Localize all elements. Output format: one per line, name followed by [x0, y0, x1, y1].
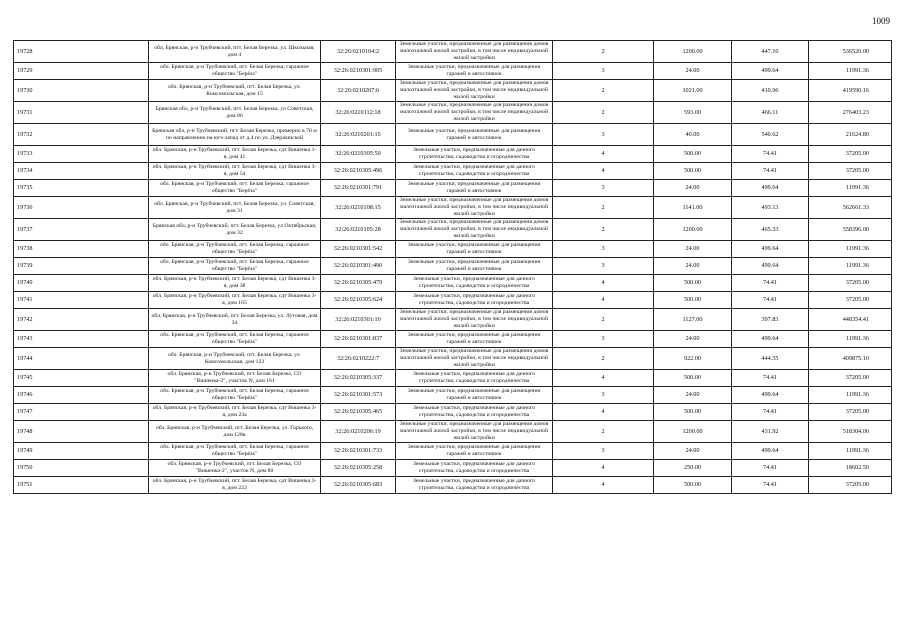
use-group-cell: 4 — [553, 477, 654, 494]
row-number-cell: 19736 — [14, 197, 149, 219]
cadastral-value-cell: 18602.50 — [809, 460, 892, 477]
land-use-cell: Земельные участки, предназначенные для размещения гаражей и автостоянок — [396, 124, 553, 146]
row-number-cell: 19748 — [14, 421, 149, 443]
cadastral-value-cell: 11991.36 — [809, 63, 892, 80]
area-cell: 24.00 — [654, 387, 732, 404]
cadastral-number-cell: 32:26:0210105:28 — [321, 219, 396, 241]
address-cell: обл. Брянская, р-н Трубчевский, пгт. Белая Березка, гаражное общество "Берёза" — [149, 258, 321, 275]
table-row — [14, 197, 892, 219]
address-cell: обл. Брянская, р-н Трубчевский, пгт. Белая Березка, СО "Вишенка-2", участок N, дом 161 — [149, 370, 321, 387]
cadastral-number-cell: 32:26:0210201:15 — [321, 124, 396, 146]
address-cell: обл. Брянская, р-н Трубчевский, пгт. Белая Березка, гаражное общество "Берёза" — [149, 63, 321, 80]
row-number-cell: 19741 — [14, 292, 149, 309]
cadastral-number-cell: 32:26:0210305:50 — [321, 146, 396, 163]
land-use-cell: Земельные участки, предназначенные для размещения домов малоэтажной жилой застройки, в том числе индивидуальной жилой застройки — [396, 219, 553, 241]
cadastral-value-cell: 11991.36 — [809, 258, 892, 275]
land-use-cell: Земельные участки, предназначенные для размещения домов малоэтажной жилой застройки, в том числе индивидуальной жилой застройки — [396, 102, 553, 124]
land-registry-table — [13, 40, 892, 494]
specific-value-cell: 499.64 — [732, 331, 809, 348]
cadastral-number-cell: 32:26:0210206:19 — [321, 421, 396, 443]
cadastral-value-cell: 409875.10 — [809, 348, 892, 370]
address-cell: Брянская обл, р-н Трубчевский, пгт. Белая Березка, ул Советская, дом 86 — [149, 102, 321, 124]
table-row — [14, 163, 892, 180]
use-group-cell: 4 — [553, 370, 654, 387]
row-number-cell: 19747 — [14, 404, 149, 421]
cadastral-number-cell: 32:26:0210305:337 — [321, 370, 396, 387]
address-cell: обл. Брянская, р-н Трубчевский, пгт. Белая Березка, сдт Вишенка 3-я, дом 23а — [149, 404, 321, 421]
cadastral-number-cell: 32:26:0210301:837 — [321, 331, 396, 348]
cadastral-value-cell: 11991.36 — [809, 241, 892, 258]
row-number-cell: 19731 — [14, 102, 149, 124]
address-cell: обл. Брянская, р-н Трубчевский, пгт. Белая Березка, сдт Вишенка 3-я, дом 222 — [149, 477, 321, 494]
area-cell: 593.00 — [654, 102, 732, 124]
cadastral-number-cell: 32:26:0210112:18 — [321, 102, 396, 124]
land-use-cell: Земельные участки, предназначенные для размещения домов малоэтажной жилой застройки, в том числе индивидуальной жилой застройки — [396, 41, 553, 63]
land-use-cell: Земельные участки, предназначенные для размещения домов малоэтажной жилой застройки, в том числе индивидуальной жилой застройки — [396, 80, 553, 102]
use-group-cell: 2 — [553, 421, 654, 443]
table-row — [14, 102, 892, 124]
specific-value-cell: 74.41 — [732, 370, 809, 387]
specific-value-cell: 499.64 — [732, 258, 809, 275]
use-group-cell: 3 — [553, 241, 654, 258]
table-row — [14, 331, 892, 348]
table-row — [14, 80, 892, 102]
address-cell: обл. Брянская, р-н Трубчевский, пгт. Белая Березка, ул. Лутовая, дом 34 — [149, 309, 321, 331]
specific-value-cell: 447.10 — [732, 41, 809, 63]
land-use-cell: Земельные участки, предназначенные для дачного строительства, садоводства и огородничества — [396, 477, 553, 494]
area-cell: 1200.00 — [654, 421, 732, 443]
land-use-cell: Земельные участки, предназначенные для дачного строительства, садоводства и огородничества — [396, 275, 553, 292]
use-group-cell: 4 — [553, 292, 654, 309]
use-group-cell: 4 — [553, 460, 654, 477]
area-cell: 24.00 — [654, 63, 732, 80]
specific-value-cell: 444.55 — [732, 348, 809, 370]
cadastral-number-cell: 32:26:0210301:905 — [321, 63, 396, 80]
use-group-cell: 4 — [553, 146, 654, 163]
use-group-cell: 2 — [553, 309, 654, 331]
cadastral-value-cell: 37205.00 — [809, 292, 892, 309]
use-group-cell: 4 — [553, 275, 654, 292]
land-use-cell: Земельные участки, предназначенные для размещения домов малоэтажной жилой застройки, в том числе индивидуальной жилой застройки — [396, 348, 553, 370]
land-use-cell: Земельные участки, предназначенные для дачного строительства, садоводства и огородничества — [396, 460, 553, 477]
use-group-cell: 2 — [553, 41, 654, 63]
specific-value-cell: 499.64 — [732, 387, 809, 404]
cadastral-number-cell: 32:26:0210305:683 — [321, 477, 396, 494]
table-row — [14, 348, 892, 370]
land-use-cell: Земельные участки, предназначенные для размещения гаражей и автостоянок — [396, 331, 553, 348]
row-number-cell: 19746 — [14, 387, 149, 404]
area-cell: 1127.00 — [654, 309, 732, 331]
land-use-cell: Земельные участки, предназначенные для размещения домов малоэтажной жилой застройки, в том числе индивидуальной жилой застройки — [396, 309, 553, 331]
row-number-cell: 19735 — [14, 180, 149, 197]
row-number-cell: 19730 — [14, 80, 149, 102]
address-cell: обл. Брянская, р-н Трубчевский, пгт. Белая Березка, ул. Комсомольская, дом 15 — [149, 80, 321, 102]
cadastral-value-cell: 37205.00 — [809, 477, 892, 494]
row-number-cell: 19749 — [14, 443, 149, 460]
row-number-cell: 19745 — [14, 370, 149, 387]
use-group-cell: 2 — [553, 102, 654, 124]
row-number-cell: 19740 — [14, 275, 149, 292]
address-cell: Брянская обл, р-н Трубчевский, пгт. Белая Березка, ул Октябрьская, дом 32 — [149, 219, 321, 241]
cadastral-number-cell: 32:26:0210305:465 — [321, 404, 396, 421]
table-row — [14, 292, 892, 309]
row-number-cell: 19742 — [14, 309, 149, 331]
specific-value-cell: 540.62 — [732, 124, 809, 146]
specific-value-cell: 397.83 — [732, 309, 809, 331]
table-body — [14, 41, 892, 494]
specific-value-cell: 465.33 — [732, 219, 809, 241]
specific-value-cell: 410.96 — [732, 80, 809, 102]
land-use-cell: Земельные участки, предназначенные для размещения гаражей и автостоянок — [396, 258, 553, 275]
cadastral-value-cell: 21624.80 — [809, 124, 892, 146]
specific-value-cell: 499.64 — [732, 63, 809, 80]
cadastral-value-cell: 37205.00 — [809, 404, 892, 421]
cadastral-number-cell: 32:26:0210305:258 — [321, 460, 396, 477]
row-number-cell: 19751 — [14, 477, 149, 494]
specific-value-cell: 74.41 — [732, 146, 809, 163]
address-cell: обл. Брянская, р-н Трубчевский, пгт. Белая Березка, сдт Вишенка 3-я, дом 54 — [149, 163, 321, 180]
land-use-cell: Земельные участки, предназначенные для дачного строительства, садоводства и огородничества — [396, 146, 553, 163]
row-number-cell: 19744 — [14, 348, 149, 370]
cadastral-number-cell: 32:26:0210301:573 — [321, 387, 396, 404]
use-group-cell: 3 — [553, 63, 654, 80]
cadastral-value-cell: 518304.00 — [809, 421, 892, 443]
table-row — [14, 443, 892, 460]
land-use-cell: Земельные участки, предназначенные для размещения гаражей и автостоянок — [396, 443, 553, 460]
cadastral-number-cell: 32:26:0210222:7 — [321, 348, 396, 370]
row-number-cell: 19737 — [14, 219, 149, 241]
table-row — [14, 460, 892, 477]
row-number-cell: 19728 — [14, 41, 149, 63]
use-group-cell: 2 — [553, 197, 654, 219]
cadastral-value-cell: 37205.00 — [809, 146, 892, 163]
area-cell: 500.00 — [654, 275, 732, 292]
address-cell: обл. Брянская, р-н Трубчевский, пгт. Белая Березка, гаражное общество "Берёза" — [149, 180, 321, 197]
table-row — [14, 41, 892, 63]
table-row — [14, 219, 892, 241]
land-use-cell: Земельные участки, предназначенные для размещения гаражей и автостоянок — [396, 63, 553, 80]
table-row — [14, 275, 892, 292]
cadastral-number-cell: 32:26:0210301:791 — [321, 180, 396, 197]
specific-value-cell: 431.92 — [732, 421, 809, 443]
table-row — [14, 387, 892, 404]
cadastral-value-cell: 276403.23 — [809, 102, 892, 124]
land-use-cell: Земельные участки, предназначенные для размещения гаражей и автостоянок — [396, 387, 553, 404]
use-group-cell: 4 — [553, 404, 654, 421]
area-cell: 500.00 — [654, 163, 732, 180]
specific-value-cell: 499.64 — [732, 241, 809, 258]
address-cell: обл. Брянская, р-н Трубчевский, пгт. Белая Березка, гаражное общество "Берёза" — [149, 331, 321, 348]
address-cell: обл. Брянская, р-н Трубчевский, пгт. Белая Березка, гаражное общество "Берёза" — [149, 387, 321, 404]
area-cell: 500.00 — [654, 146, 732, 163]
cadastral-value-cell: 11991.36 — [809, 331, 892, 348]
area-cell: 500.00 — [654, 370, 732, 387]
land-use-cell: Земельные участки, предназначенные для размещения гаражей и автостоянок — [396, 241, 553, 258]
cadastral-number-cell: 32:26:0210305:624 — [321, 292, 396, 309]
area-cell: 1200.00 — [654, 219, 732, 241]
cadastral-value-cell: 37205.00 — [809, 163, 892, 180]
cadastral-value-cell: 536520.00 — [809, 41, 892, 63]
specific-value-cell: 74.41 — [732, 404, 809, 421]
address-cell: обл. Брянская, р-н Трубчевский, пгт. Белая Березка, ул. Советская, дом 31 — [149, 197, 321, 219]
table-row — [14, 404, 892, 421]
table-row — [14, 124, 892, 146]
cadastral-value-cell: 448354.41 — [809, 309, 892, 331]
specific-value-cell: 74.41 — [732, 275, 809, 292]
address-cell: обл. Брянская, р-н Трубчевский, пгт. Белая Березка, сдт Вишенка 3-я, дом 165 — [149, 292, 321, 309]
address-cell: обл. Брянская, р-н Трубчевский, пгт. Белая Березка, сдт Вишенка 3-я, дом 38 — [149, 275, 321, 292]
table-row — [14, 421, 892, 443]
area-cell: 500.00 — [654, 292, 732, 309]
table-row — [14, 477, 892, 494]
cadastral-number-cell: 32:26:0210207:6 — [321, 80, 396, 102]
cadastral-number-cell: 32:26:0210305:496 — [321, 163, 396, 180]
area-cell: 24.00 — [654, 443, 732, 460]
specific-value-cell: 493.13 — [732, 197, 809, 219]
cadastral-number-cell: 32:26:0210301:10 — [321, 309, 396, 331]
address-cell: обл. Брянская, р-н Трубчевский, пгт. Белая Березка, ул. Школьная, дом 4 — [149, 41, 321, 63]
address-cell: обл. Брянская, р-н Трубчевский, пгт. Белая Березка, гаражное общество "Берёза" — [149, 241, 321, 258]
area-cell: 24.00 — [654, 241, 732, 258]
area-cell: 1021.00 — [654, 80, 732, 102]
cadastral-value-cell: 11991.36 — [809, 443, 892, 460]
use-group-cell: 3 — [553, 124, 654, 146]
area-cell: 250.00 — [654, 460, 732, 477]
row-number-cell: 19750 — [14, 460, 149, 477]
specific-value-cell: 74.41 — [732, 163, 809, 180]
page-number: 1009 — [872, 16, 890, 26]
cadastral-value-cell: 562661.33 — [809, 197, 892, 219]
address-cell: Брянская обл, р-н Трубчевский, пгт. Белая Березка, примерно в 70 м по направлению на юго-запад от д.4 по ул. Дзержинской — [149, 124, 321, 146]
table-row — [14, 146, 892, 163]
cadastral-value-cell: 37205.00 — [809, 370, 892, 387]
area-cell: 500.00 — [654, 477, 732, 494]
area-cell: 1200.00 — [654, 41, 732, 63]
address-cell: обл. Брянская, р-н Трубчевский, пгт. Белая Березка, сдт Вишенка 1-я, дом 41 — [149, 146, 321, 163]
land-use-cell: Земельные участки, предназначенные для дачного строительства, садоводства и огородничества — [396, 404, 553, 421]
land-use-cell: Земельные участки, предназначенные для дачного строительства, садоводства и огородничества — [396, 370, 553, 387]
address-cell: обл. Брянская, р-н Трубчевский, пгт. Белая Березка, ул. Горького, дом 128в — [149, 421, 321, 443]
cadastral-value-cell: 11991.36 — [809, 387, 892, 404]
table-row — [14, 241, 892, 258]
use-group-cell: 3 — [553, 331, 654, 348]
area-cell: 24.00 — [654, 258, 732, 275]
use-group-cell: 2 — [553, 348, 654, 370]
cadastral-number-cell: 32:26:0210305:479 — [321, 275, 396, 292]
area-cell: 1141.00 — [654, 197, 732, 219]
area-cell: 922.00 — [654, 348, 732, 370]
address-cell: обл. Брянская, р-н Трубчевский, пгт. Белая Березка, ул. Комсомольская, дом 123 — [149, 348, 321, 370]
use-group-cell: 3 — [553, 387, 654, 404]
land-use-cell: Земельные участки, предназначенные для дачного строительства, садоводства и огородничества — [396, 163, 553, 180]
specific-value-cell: 74.41 — [732, 460, 809, 477]
land-use-cell: Земельные участки, предназначенные для размещения гаражей и автостоянок — [396, 180, 553, 197]
land-use-cell: Земельные участки, предназначенные для размещения домов малоэтажной жилой застройки, в том числе индивидуальной жилой застройки — [396, 421, 553, 443]
area-cell: 24.00 — [654, 180, 732, 197]
row-number-cell: 19738 — [14, 241, 149, 258]
specific-value-cell: 466.11 — [732, 102, 809, 124]
address-cell: обл. Брянская, р-н Трубчевский, пгт. Белая Березка, гаражное общество "Берёза" — [149, 443, 321, 460]
cadastral-number-cell: 32:26:0210301:490 — [321, 258, 396, 275]
cadastral-value-cell: 558396.00 — [809, 219, 892, 241]
row-number-cell: 19734 — [14, 163, 149, 180]
table-row — [14, 370, 892, 387]
cadastral-value-cell: 11991.36 — [809, 180, 892, 197]
specific-value-cell: 74.41 — [732, 292, 809, 309]
land-use-cell: Земельные участки, предназначенные для дачного строительства, садоводства и огородничества — [396, 292, 553, 309]
row-number-cell: 19733 — [14, 146, 149, 163]
cadastral-number-cell: 32:26:0210301:542 — [321, 241, 396, 258]
land-use-cell: Земельные участки, предназначенные для размещения домов малоэтажной жилой застройки, в том числе индивидуальной жилой застройки — [396, 197, 553, 219]
area-cell: 500.00 — [654, 404, 732, 421]
row-number-cell: 19739 — [14, 258, 149, 275]
use-group-cell: 2 — [553, 80, 654, 102]
use-group-cell: 4 — [553, 163, 654, 180]
cadastral-number-cell: 32:26:0210301:733 — [321, 443, 396, 460]
area-cell: 40.00 — [654, 124, 732, 146]
row-number-cell: 19743 — [14, 331, 149, 348]
specific-value-cell: 499.64 — [732, 180, 809, 197]
row-number-cell: 19732 — [14, 124, 149, 146]
specific-value-cell: 499.64 — [732, 443, 809, 460]
table-row — [14, 258, 892, 275]
cadastral-number-cell: 32:26:0210104:2 — [321, 41, 396, 63]
address-cell: обл. Брянская, р-н Трубчевский, пгт. Белая Березка, СО "Вишенка-2", участок N, дом 80 — [149, 460, 321, 477]
table-row — [14, 63, 892, 80]
cadastral-value-cell: 419590.16 — [809, 80, 892, 102]
use-group-cell: 2 — [553, 219, 654, 241]
use-group-cell: 3 — [553, 180, 654, 197]
row-number-cell: 19729 — [14, 63, 149, 80]
table-row — [14, 180, 892, 197]
use-group-cell: 3 — [553, 258, 654, 275]
table-row — [14, 309, 892, 331]
cadastral-number-cell: 32:26:0210108:15 — [321, 197, 396, 219]
cadastral-value-cell: 37205.00 — [809, 275, 892, 292]
area-cell: 24.00 — [654, 331, 732, 348]
specific-value-cell: 74.41 — [732, 477, 809, 494]
use-group-cell: 3 — [553, 443, 654, 460]
